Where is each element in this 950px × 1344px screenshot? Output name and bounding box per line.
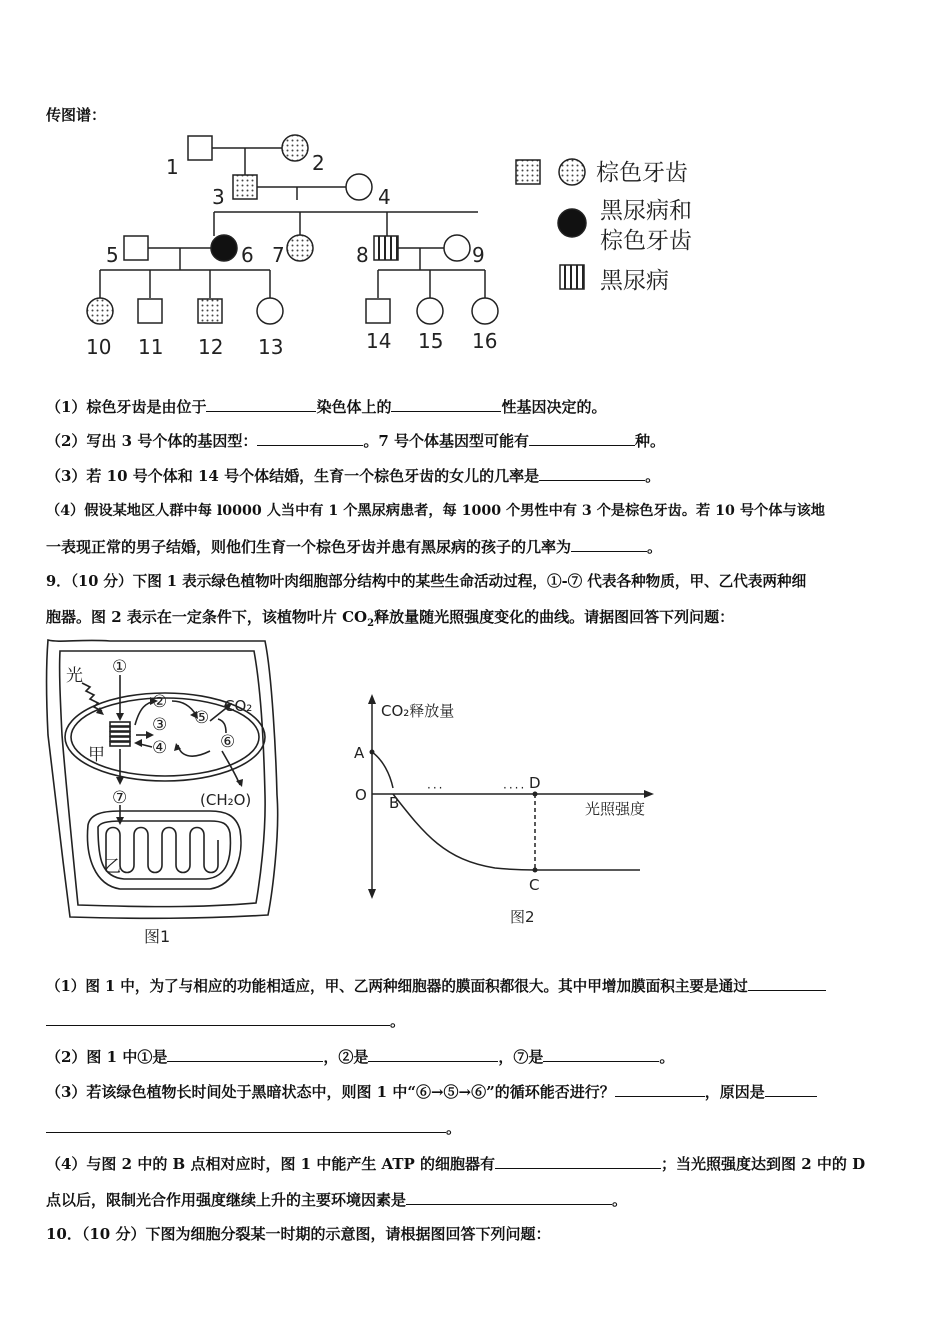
figure-2-chart bbox=[345, 690, 665, 930]
q9-blank-6a[interactable] bbox=[765, 1082, 817, 1097]
individual-13 bbox=[257, 298, 283, 324]
fig2-label-A: A bbox=[354, 744, 365, 762]
fig2-xlabel: 光照强度 bbox=[585, 800, 646, 818]
q8-blank-5[interactable] bbox=[539, 466, 645, 481]
q9-blank-3[interactable] bbox=[368, 1047, 498, 1062]
fig1-co2: CO₂ bbox=[224, 697, 253, 715]
q9-blank-1a[interactable] bbox=[748, 976, 826, 991]
label-2: 2 bbox=[312, 151, 325, 175]
fig1-m5: ⑤ bbox=[194, 708, 210, 728]
legend-both-line1: 黑尿病和 bbox=[600, 198, 692, 224]
individual-5 bbox=[124, 236, 148, 260]
label-3: 3 bbox=[212, 185, 225, 209]
individual-3 bbox=[233, 175, 257, 199]
q8-part4-line2: 一表现正常的男子结婚，则他们生育一个棕色牙齿并患有黑尿病的孩子的几率为 。 bbox=[46, 538, 663, 556]
q10-intro: 10．（10 分）下图为细胞分裂某一时期的示意图，请根据图回答下列问题： bbox=[46, 1225, 551, 1243]
fig1-m6: ⑥ bbox=[220, 732, 236, 752]
figure-1-cell bbox=[40, 635, 290, 950]
fig2-label-B: B bbox=[389, 794, 400, 812]
q9-part4-line1: （4）与图 2 中的 B 点相对应时，图 1 中能产生 ATP 的细胞器有 ；当光照强度达到图 2 中的 D bbox=[46, 1155, 866, 1173]
q8-part1: （1）棕色牙齿是由位于 染色体上的 性基因决定的。 bbox=[46, 398, 607, 416]
q9-part1-line1: （1）图 1 中，为了与相应的功能相适应，甲、乙两种细胞器的膜面积都很大。其中甲增加膜面积主要是通过 bbox=[46, 975, 826, 996]
individual-1 bbox=[188, 136, 212, 160]
label-8: 8 bbox=[356, 243, 369, 267]
q8-blank-2[interactable] bbox=[391, 397, 501, 412]
fig2-label-C: C bbox=[529, 876, 540, 894]
legend-square-dots bbox=[516, 160, 540, 184]
q9-blank-8[interactable] bbox=[406, 1190, 612, 1205]
fig2-label-O: O bbox=[355, 786, 367, 804]
q9-intro-line2: 胞器。图 2 表示在一定条件下，该植物叶片 $CO_2$释放量随光照强度变化的曲线。请据图回答下列问题： bbox=[46, 608, 735, 629]
fig1-ch2o: (CH₂O) bbox=[200, 791, 252, 809]
label-5: 5 bbox=[106, 243, 119, 267]
label-7: 7 bbox=[272, 243, 285, 267]
individual-2 bbox=[282, 135, 308, 161]
point-A bbox=[370, 750, 375, 755]
individual-4 bbox=[346, 174, 372, 200]
legend-striped-square bbox=[560, 265, 584, 289]
fig2-label-D: D bbox=[529, 774, 541, 792]
individual-7 bbox=[287, 235, 313, 261]
individual-11 bbox=[138, 299, 162, 323]
label-9: 9 bbox=[472, 243, 485, 267]
q9-part3-line2: 。 bbox=[46, 1117, 461, 1138]
individual-9 bbox=[444, 235, 470, 261]
fig1-m3: ③ bbox=[152, 715, 168, 735]
q8-part4-line1: （4）假设某地区人群中每 l0000 人当中有 1 个黑尿病患者，每 1000 个男性中有 3 个是棕色牙齿。若 10 号个体与该地 bbox=[46, 503, 825, 519]
label-11: 11 bbox=[138, 335, 164, 359]
label-10: 10 bbox=[86, 335, 112, 359]
label-14: 14 bbox=[366, 329, 392, 353]
q9-intro-line1: 9．（10 分）下图 1 表示绿色植物叶肉细胞部分结构中的某些生命活动过程，①-⑦ 代表各种物质，甲、乙代表两种细 bbox=[46, 573, 807, 590]
q8-blank-4[interactable] bbox=[529, 431, 635, 446]
q9-part2: （2）图 1 中①是 ，②是 ，⑦是 。 bbox=[46, 1048, 675, 1066]
fig1-light: 光 bbox=[66, 666, 83, 686]
fig1-m7: ⑦ bbox=[112, 788, 128, 808]
legend-alkaptonuria: 黑尿病 bbox=[600, 268, 669, 294]
individual-6 bbox=[211, 235, 237, 261]
individual-15 bbox=[417, 298, 443, 324]
fig1-m2: ② bbox=[152, 692, 168, 712]
fig2-caption: 图2 bbox=[510, 908, 535, 926]
label-4: 4 bbox=[378, 185, 391, 209]
legend-brown-teeth: 棕色牙齿 bbox=[596, 160, 688, 186]
fig1-jia: 甲 bbox=[88, 745, 105, 765]
q8-blank-3[interactable] bbox=[257, 431, 363, 446]
label-12: 12 bbox=[198, 335, 224, 359]
q9-blank-7[interactable] bbox=[495, 1154, 661, 1169]
fig1-caption: 图1 bbox=[144, 927, 171, 946]
label-16: 16 bbox=[472, 329, 498, 353]
pedigree-chart bbox=[86, 128, 740, 363]
curve-part-1 bbox=[372, 752, 393, 788]
q9-part3-line1: （3）若该绿色植物长时间处于黑暗状态中，则图 1 中“⑥→⑤→⑥”的循环能否进行？ ，原因是 bbox=[46, 1081, 817, 1102]
q9-blank-5[interactable] bbox=[615, 1082, 705, 1097]
fig1-m4: ④ bbox=[152, 738, 168, 758]
label-1: 1 bbox=[166, 155, 179, 179]
individual-10 bbox=[87, 298, 113, 324]
q9-blank-6b[interactable] bbox=[46, 1118, 446, 1133]
fig1-m1: ① bbox=[112, 657, 128, 677]
individual-16 bbox=[472, 298, 498, 324]
svg-text:···: ··· bbox=[427, 781, 445, 795]
pedigree-caption: 传图谱： bbox=[46, 106, 107, 124]
q9-blank-2[interactable] bbox=[167, 1047, 323, 1062]
point-C bbox=[533, 868, 538, 873]
q8-blank-1[interactable] bbox=[206, 397, 316, 412]
label-6: 6 bbox=[241, 243, 254, 267]
svg-text:····: ···· bbox=[503, 781, 527, 795]
label-15: 15 bbox=[418, 329, 444, 353]
individual-8 bbox=[374, 236, 398, 260]
legend-filled-circle bbox=[558, 209, 586, 237]
legend-circle-dots bbox=[559, 159, 585, 185]
q9-part4-line2: 点以后，限制光合作用强度继续上升的主要环境因素是 。 bbox=[46, 1191, 628, 1209]
fig1-yi: 乙 bbox=[104, 857, 121, 877]
q9-blank-4[interactable] bbox=[543, 1047, 659, 1062]
q9-blank-1b[interactable] bbox=[46, 1011, 390, 1026]
individual-12 bbox=[198, 299, 222, 323]
q9-part1-line2: 。 bbox=[46, 1010, 405, 1031]
fig2-ylabel: CO₂释放量 bbox=[381, 702, 455, 720]
legend-both-line2: 棕色牙齿 bbox=[600, 228, 692, 254]
individual-14 bbox=[366, 299, 390, 323]
q8-part3: （3）若 10 号个体和 14 号个体结婚，生育一个棕色牙齿的女儿的几率是 。 bbox=[46, 467, 661, 485]
label-13: 13 bbox=[258, 335, 284, 359]
q8-blank-6[interactable] bbox=[571, 537, 647, 552]
q8-part2: （2）写出 3 号个体的基因型： 。7 号个体基因型可能有 种。 bbox=[46, 432, 666, 450]
point-D bbox=[533, 792, 538, 797]
